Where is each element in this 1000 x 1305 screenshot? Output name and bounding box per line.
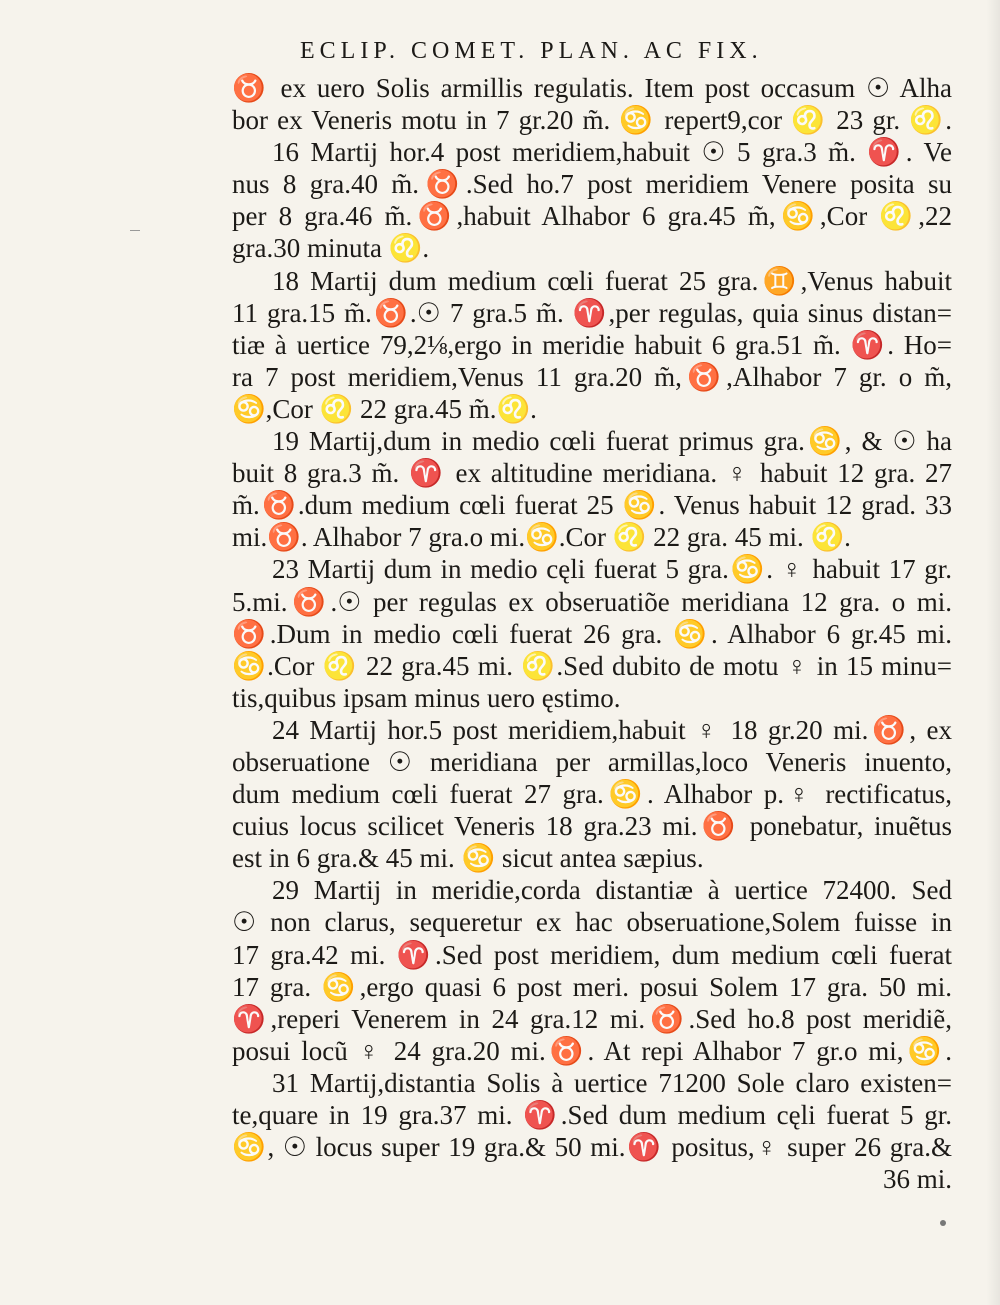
ink-spot — [940, 1220, 946, 1226]
text-line-catchword: 36 mi. — [882, 1164, 952, 1195]
text-line: 5.mi.♉.☉ per regulas ex obseruatiõe meridiana 12 gra. o mi. — [232, 586, 952, 617]
text-line: 17 gra.42 mi. ♈.Sed post meridiem, dum medium cœli fuerat — [232, 939, 952, 970]
text-line: obseruatione ☉ meridiana per armillas,loco Veneris inuento, — [232, 746, 952, 777]
text-line: dum medium cœli fuerat 27 gra.♋. Alhabor p.♀ rectificatus, — [232, 779, 952, 810]
text-line: ☉ non clarus, sequeretur ex hac obseruatione,Solem fuisse in — [232, 907, 952, 938]
running-head: ECLIP. COMET. PLAN. AC FIX. — [300, 38, 763, 64]
page-edge-shadow — [986, 0, 1000, 1305]
text-line: 18 Martij dum medium cœli fuerat 25 gra.♊,Venus habuit — [272, 265, 952, 296]
text-line: te,quare in 19 gra.37 mi. ♈.Sed dum medium cęli fuerat 5 gr. — [232, 1100, 952, 1130]
text-line: est in 6 gra.& 45 mi. ♋ sicut antea sæpius. — [232, 843, 704, 874]
text-line: cuius locus scilicet Veneris 18 gra.23 mi.♉ ponebatur, inuẽtus — [232, 811, 952, 842]
text-line: bor ex Veneris motu in 7 gr.20 m̃. ♋ repert9,cor ♌ 23 gr. ♌. — [232, 105, 952, 136]
text-line: ♋, ☉ locus super 19 gra.& 50 mi.♈ positus,♀ super 26 gra.& — [232, 1132, 952, 1163]
text-line: 29 Martij in meridie,corda distantiæ à uertice 72400. Sed — [272, 875, 952, 906]
text-line: m̃.♉.dum medium cœli fuerat 25 ♋. Venus habuit 12 grad. 33 — [232, 490, 952, 521]
text-line: ♈,reperi Venerem in 24 gra.12 mi.♉.Sed ho.8 post meridiẽ, — [232, 1003, 952, 1034]
text-line: posui locũ ♀ 24 gra.20 mi.♉. At repi Alhabor 7 gr.o mi,♋. — [232, 1035, 952, 1066]
text-line: 11 gra.15 m̃.♉.☉ 7 gra.5 m̃. ♈,per regulas, quia sinus distan= — [232, 297, 952, 328]
text-line: 19 Martij,dum in medio cœli fuerat primus gra.♋, & ☉ ha — [272, 426, 952, 457]
text-line: 31 Martij,distantia Solis à uertice 71200 Sole claro existen= — [272, 1067, 952, 1098]
text-line: ♉.Dum in medio cœli fuerat 26 gra. ♋. Alhabor 6 gr.45 mi. — [232, 618, 952, 649]
text-line: 23 Martij dum in medio cęli fuerat 5 gra.♋. ♀ habuit 17 gr. — [272, 554, 952, 585]
text-line: ♋,Cor ♌ 22 gra.45 m̃.♌. — [232, 393, 537, 424]
body-text — [232, 72, 952, 1195]
text-line: nus 8 gra.40 m̃.♉.Sed ho.7 post meridiem Venere posita su — [232, 169, 952, 200]
text-line: tis,quibus ipsam minus uero ęstimo. — [232, 682, 621, 713]
text-line: 16 Martij hor.4 post meridiem,habuit ☉ 5 gra.3 m̃. ♈. Ve — [272, 137, 952, 168]
text-line: ♋.Cor ♌ 22 gra.45 mi. ♌.Sed dubito de motu ♀ in 15 minu= — [232, 650, 952, 681]
text-line: 17 gra. ♋,ergo quasi 6 post meri. posui Solem 17 gra. 50 mi. — [232, 971, 952, 1002]
text-line: per 8 gra.46 m̃.♉,habuit Alhabor 6 gra.45 m̃,♋,Cor ♌,22 — [232, 201, 952, 232]
text-line: ra 7 post meridiem,Venus 11 gra.20 m̃,♉,Alhabor 7 gr. o m̃, — [232, 361, 952, 392]
text-line: gra.30 minuta ♌. — [232, 233, 430, 264]
text-line: tiæ à uertice 79,2⅛,ergo in meridie habuit 6 gra.51 m̃. ♈. Ho= — [232, 329, 952, 360]
text-line: 24 Martij hor.5 post meridiem,habuit ♀ 18 gr.20 mi.♉, ex — [272, 714, 952, 745]
text-line: buit 8 gra.3 m̃. ♈ ex altitudine meridiana. ♀ habuit 12 gra. 27 — [232, 458, 952, 489]
text-line: mi.♉. Alhabor 7 gra.o mi.♋.Cor ♌ 22 gra. 45 mi. ♌. — [232, 522, 851, 553]
text-line: ♉ ex uero Solis armillis regulatis. Item post occasum ☉ Alha — [232, 73, 952, 103]
margin-mark — [130, 230, 140, 231]
